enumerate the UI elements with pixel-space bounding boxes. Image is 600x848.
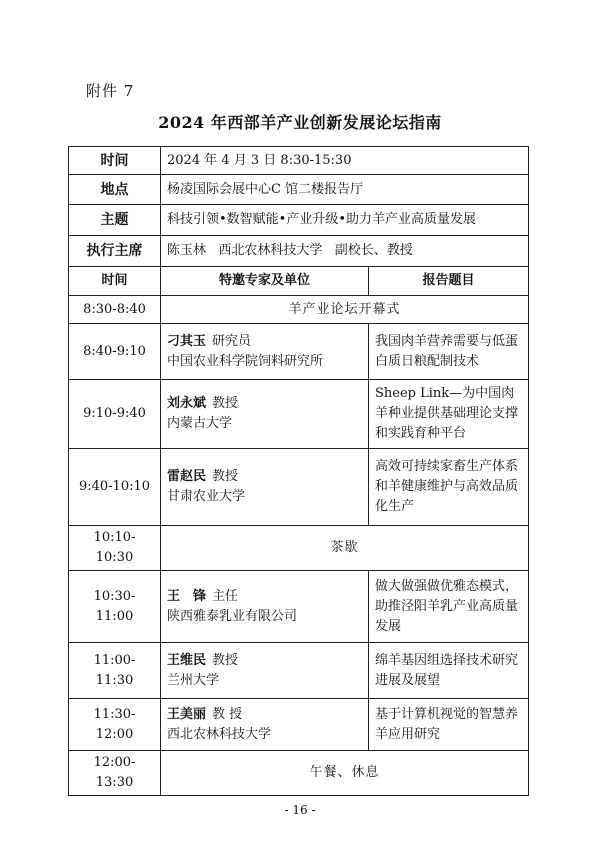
speaker-cell xyxy=(161,324,369,380)
schedule-row xyxy=(69,296,529,324)
report-topic: 做大做强做优雅态模式，助推泾阳羊乳产业高质量发展 xyxy=(369,571,529,643)
speaker-org: 内蒙古大学 xyxy=(167,416,233,431)
report-topic: 高效可持续家畜生产体系和羊健康维护与高效品质化生产 xyxy=(369,449,529,526)
speaker-org: 中国农业科学院饲料研究所 xyxy=(167,353,324,369)
column-header-row xyxy=(69,267,529,296)
report-topic: 基于计算机视觉的智慧养羊应用研究 xyxy=(369,699,529,751)
session-time: 11:00-11:30 xyxy=(69,643,161,699)
page-title: 2024 年西部羊产业创新发展论坛指南 xyxy=(158,113,442,132)
speaker-cell xyxy=(161,643,369,699)
schedule-row xyxy=(69,699,529,751)
info-row-venue xyxy=(69,175,529,205)
info-label: 时间 xyxy=(69,147,161,175)
session-time: 10:30-11:00 xyxy=(69,571,161,643)
info-value: 2024 年 4 月 3 日 8:30-15:30 xyxy=(161,147,529,175)
speaker-title: 教授 xyxy=(212,396,239,411)
session-time: 8:30-8:40 xyxy=(69,296,161,324)
schedule-row xyxy=(69,571,529,643)
session-event: 羊产业论坛开幕式 xyxy=(161,296,529,324)
column-header-expert: 特邀专家及单位 xyxy=(161,267,369,296)
info-label: 主题 xyxy=(69,205,161,236)
schedule-row xyxy=(69,449,529,526)
info-value: 科技引领•数智赋能•产业升级•助力羊产业高质量发展 xyxy=(161,205,529,236)
session-time: 12:00-13:30 xyxy=(69,751,161,796)
schedule-row xyxy=(69,380,529,449)
session-time: 9:10-9:40 xyxy=(69,380,161,449)
schedule-row xyxy=(69,643,529,699)
speaker-name: 刘永斌 xyxy=(167,396,207,411)
speaker-cell xyxy=(161,449,369,526)
info-value: 杨凌国际会展中心C 馆二楼报告厅 xyxy=(161,175,529,205)
speaker-org: 兰州大学 xyxy=(167,672,220,688)
speaker-cell xyxy=(161,571,369,643)
speaker-name: 王 锋 xyxy=(167,588,207,604)
report-topic: 我国肉羊营养需要与低蛋白质日粮配制技术 xyxy=(369,324,529,380)
speaker-cell xyxy=(161,699,369,751)
session-event: 茶歇 xyxy=(161,526,529,571)
speaker-title: 教 授 xyxy=(212,706,243,722)
schedule-row xyxy=(69,526,529,571)
speaker-title: 主任 xyxy=(212,588,239,604)
speaker-name: 刁其玉 xyxy=(167,333,207,349)
info-row-time xyxy=(69,147,529,175)
report-topic: Sheep Link—为中国肉羊种业提供基础理论支撑和实践育种平台 xyxy=(369,380,529,449)
info-label: 执行主席 xyxy=(69,236,161,267)
session-time: 9:40-10:10 xyxy=(69,449,161,526)
info-label: 地点 xyxy=(69,175,161,205)
session-time: 10:10-10:30 xyxy=(69,526,161,571)
speaker-name: 王维民 xyxy=(167,652,207,668)
column-header-time: 时间 xyxy=(69,267,161,296)
session-time: 11:30-12:00 xyxy=(69,699,161,751)
forum-schedule-table xyxy=(68,146,529,796)
session-event: 午餐、休息 xyxy=(161,751,529,796)
column-header-topic: 报告题目 xyxy=(369,267,529,296)
attachment-label: 附件 7 xyxy=(86,82,135,100)
report-topic: 绵羊基因组选择技术研究进展及展望 xyxy=(369,643,529,699)
speaker-org: 甘肃农业大学 xyxy=(167,489,246,504)
schedule-row xyxy=(69,751,529,796)
speaker-cell xyxy=(161,380,369,449)
speaker-name: 雷赵民 xyxy=(167,469,207,484)
speaker-title: 教授 xyxy=(212,469,239,484)
speaker-title: 教授 xyxy=(212,652,239,668)
info-row-chair xyxy=(69,236,529,267)
schedule-row xyxy=(69,324,529,380)
speaker-title: 研究员 xyxy=(212,333,252,349)
info-row-theme xyxy=(69,205,529,236)
speaker-org: 陕西雅泰乳业有限公司 xyxy=(167,608,298,624)
session-time: 8:40-9:10 xyxy=(69,324,161,380)
speaker-org: 西北农林科技大学 xyxy=(167,726,272,742)
speaker-name: 王美丽 xyxy=(167,706,207,722)
page-number: - 16 - xyxy=(284,803,316,817)
info-value: 陈玉林 西北农林科技大学 副校长、教授 xyxy=(161,236,529,267)
